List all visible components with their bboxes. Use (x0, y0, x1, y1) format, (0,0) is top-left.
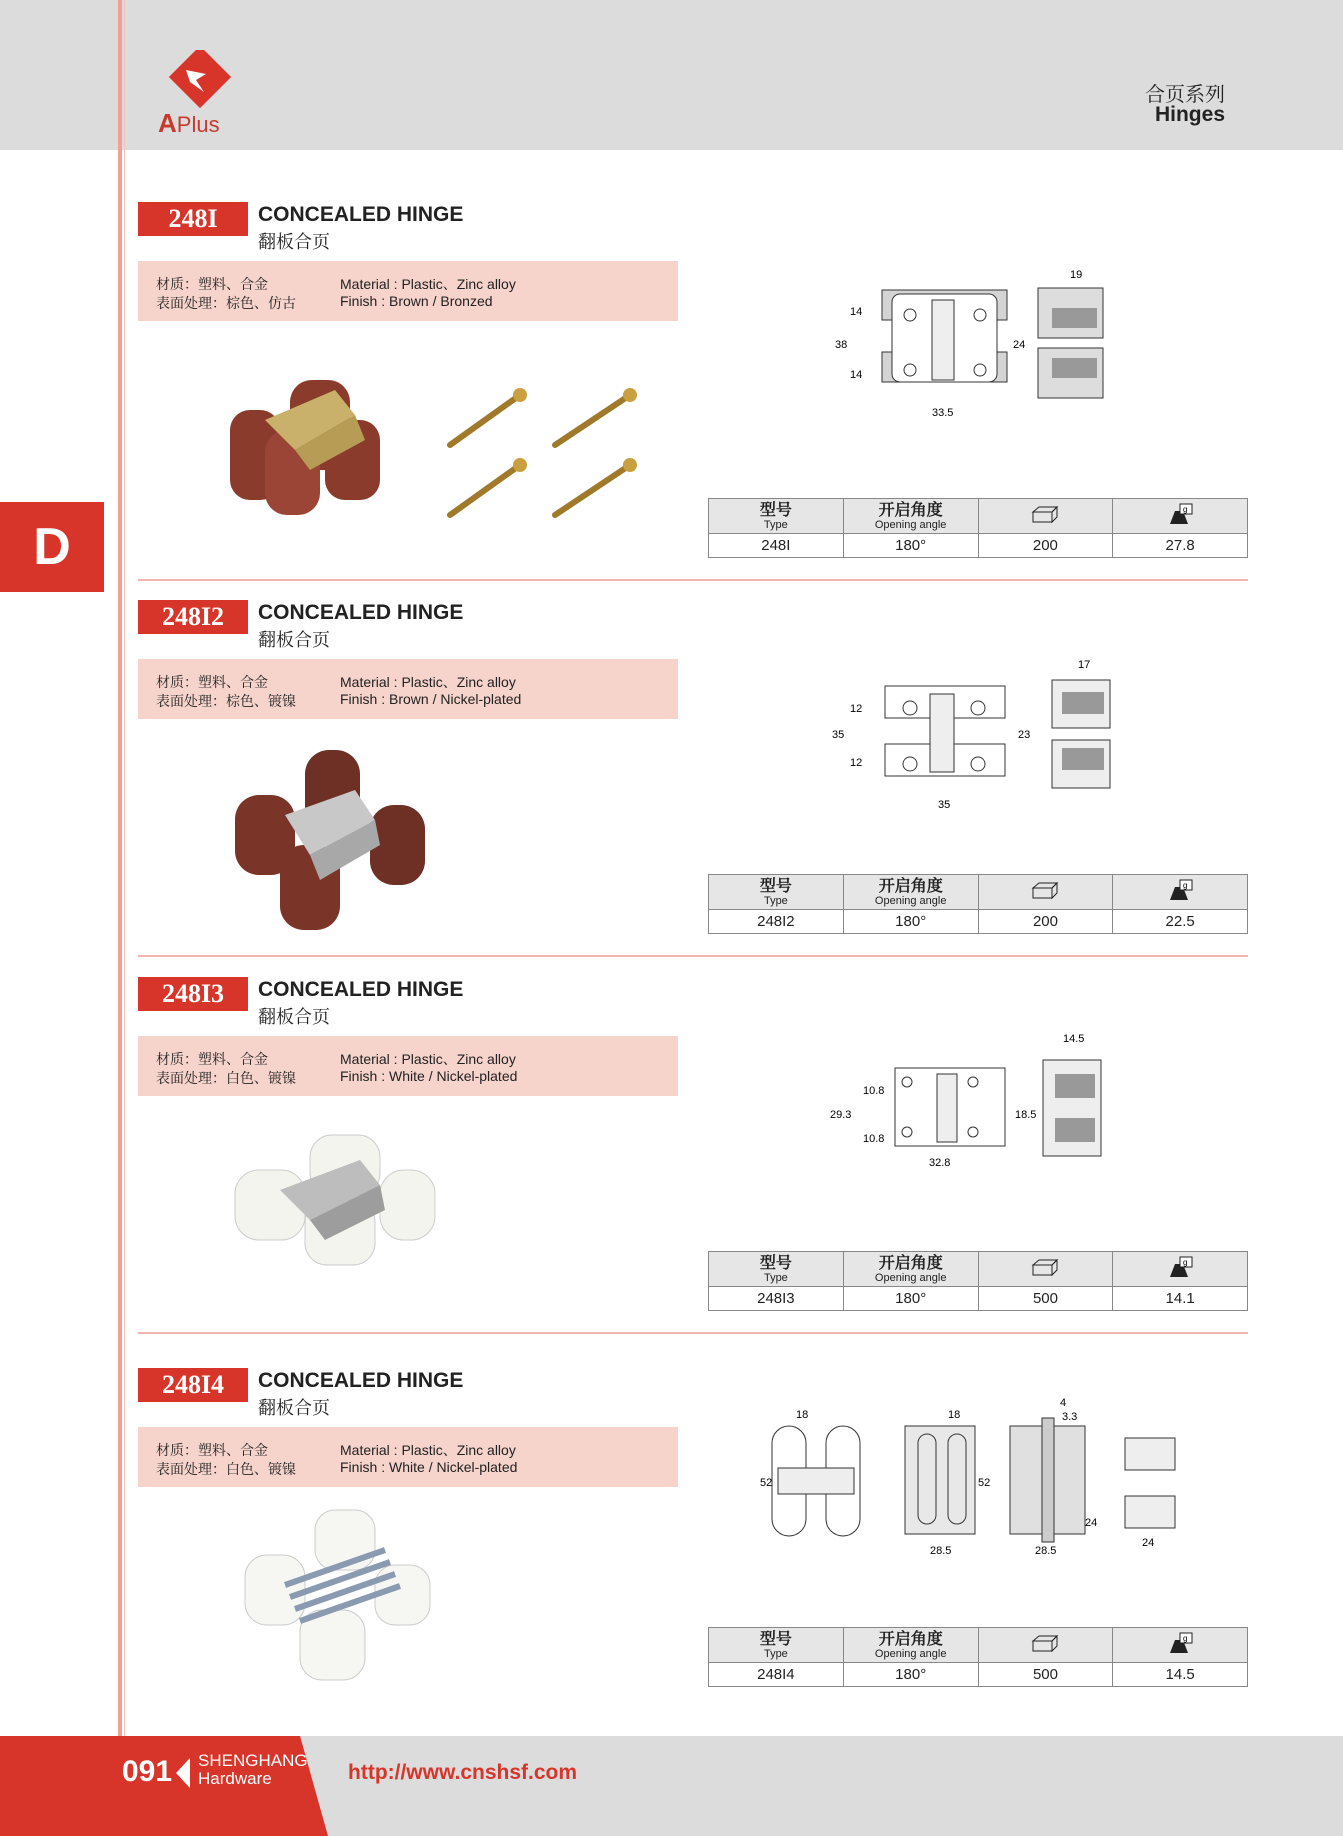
cell-box: 500 (978, 1663, 1113, 1687)
box-icon (1030, 1257, 1060, 1277)
dim-label: 3.3 (1062, 1411, 1078, 1423)
dim-label: 10.8 (863, 1133, 885, 1145)
website-link[interactable]: http://www.cnshsf.com (348, 1761, 578, 1784)
material-en: Material : Plastic、Zinc alloy (340, 1051, 516, 1067)
product-code: 248I2 (138, 600, 248, 634)
col-angle-en: Opening angle (874, 518, 947, 531)
finish-en: Finish : Brown / Nickel-plated (340, 691, 522, 707)
dim-label: 38 (835, 339, 848, 351)
cell-type: 248I2 (709, 910, 844, 934)
product-photo (215, 370, 395, 530)
material-en: Material : Plastic、Zinc alloy (340, 674, 516, 690)
product-title: CONCEALED HINGE (258, 601, 464, 624)
dim-label: 17 (1078, 659, 1091, 671)
spec-box (138, 659, 678, 719)
section-divider (138, 955, 1248, 957)
spec-table (708, 498, 1248, 558)
product-subtitle: 翻板合页 (258, 630, 330, 650)
product-code: 248I (138, 202, 248, 236)
page-title-en: Hinges (1154, 103, 1225, 126)
product-title: CONCEALED HINGE (258, 203, 464, 226)
finish-cn: 表面处理：白色、镀镍 (156, 1070, 296, 1086)
product-title: CONCEALED HINGE (258, 978, 464, 1001)
dim-label: 18 (796, 1409, 809, 1421)
dim-label: 18 (948, 1409, 961, 1421)
left-margin-line (118, 0, 122, 1836)
finish-cn: 表面处理：棕色、镀镍 (156, 693, 296, 709)
dim-label: 12 (850, 757, 863, 769)
col-angle-cn: 开启角度 (878, 877, 943, 895)
spec-table (708, 874, 1248, 934)
finish-en: Finish : Brown / Bronzed (340, 293, 493, 309)
cell-box: 200 (978, 910, 1113, 934)
product-title: CONCEALED HINGE (258, 1369, 464, 1392)
svg-text:g: g (1183, 1634, 1188, 1643)
material-en: Material : Plastic、Zinc alloy (340, 276, 516, 292)
dim-label: 35 (832, 729, 845, 741)
spec-box (138, 1036, 678, 1096)
section-divider (138, 579, 1248, 581)
cell-type: 248I (709, 534, 844, 558)
box-icon (1030, 880, 1060, 900)
weight-icon (1165, 878, 1195, 902)
product-subtitle: 翻板合页 (258, 1007, 330, 1027)
cell-weight: 27.8 (1113, 534, 1248, 558)
chevron-left-icon (176, 1758, 192, 1788)
finish-cn: 表面处理：白色、镀镍 (156, 1461, 296, 1477)
product-photo (225, 745, 435, 935)
dim-label: 35 (938, 799, 951, 811)
dim-label: 18.5 (1015, 1109, 1037, 1121)
weight-icon (1165, 1631, 1195, 1655)
spec-table (708, 1627, 1248, 1687)
finish-en: Finish : White / Nickel-plated (340, 1459, 518, 1475)
col-angle-en: Opening angle (874, 1647, 947, 1660)
dim-label: 23 (1018, 729, 1031, 741)
col-type-en: Type (763, 1271, 788, 1284)
material-cn: 材质：塑料、合金 (156, 1442, 268, 1458)
col-angle-cn: 开启角度 (878, 1254, 943, 1272)
section-divider (138, 1332, 1248, 1334)
svg-text:g: g (1183, 881, 1188, 890)
cell-angle: 180° (843, 1287, 978, 1311)
product-photo (230, 1130, 440, 1270)
brand-name: SHENGHANG (198, 1751, 308, 1770)
technical-drawing (825, 1030, 1115, 1180)
svg-text:g: g (1183, 505, 1188, 514)
dim-label: 32.8 (929, 1157, 951, 1169)
col-angle-cn: 开启角度 (878, 1630, 943, 1648)
col-type-cn: 型号 (759, 1254, 792, 1272)
col-type-cn: 型号 (759, 877, 792, 895)
spec-table (708, 1251, 1248, 1311)
cell-weight: 22.5 (1113, 910, 1248, 934)
finish-en: Finish : White / Nickel-plated (340, 1068, 518, 1084)
section-tab: D (0, 502, 104, 592)
left-margin-line-thin (124, 0, 125, 1836)
dim-label: 28.5 (930, 1545, 952, 1557)
page-number: 091 (122, 1755, 173, 1788)
col-type-en: Type (763, 1647, 788, 1660)
dim-label: 19 (1070, 270, 1083, 281)
product-code: 248I3 (138, 977, 248, 1011)
col-angle-cn: 开启角度 (878, 501, 943, 519)
cell-angle: 180° (843, 910, 978, 934)
material-cn: 材质：塑料、合金 (156, 276, 268, 292)
cell-angle: 180° (843, 534, 978, 558)
dim-label: 24 (1085, 1517, 1098, 1529)
screws-photo (440, 385, 650, 525)
material-cn: 材质：塑料、合金 (156, 1051, 268, 1067)
spec-box (138, 1427, 678, 1487)
brand-subname: Hardware (198, 1769, 272, 1788)
product-subtitle: 翻板合页 (258, 1398, 330, 1418)
technical-drawing (830, 656, 1120, 816)
product-subtitle: 翻板合页 (258, 232, 330, 252)
spec-box (138, 261, 678, 321)
dim-label: 14.5 (1063, 1033, 1085, 1045)
dim-label: 29.3 (830, 1109, 852, 1121)
dim-label: 4 (1060, 1398, 1067, 1409)
cell-box: 200 (978, 534, 1113, 558)
dim-label: 52 (760, 1477, 773, 1489)
dim-label: 52 (978, 1477, 991, 1489)
product-photo (240, 1505, 440, 1685)
dim-label: 33.5 (932, 407, 954, 419)
svg-text:g: g (1183, 1258, 1188, 1267)
col-type-cn: 型号 (759, 501, 792, 519)
dim-label: 24 (1142, 1537, 1155, 1549)
col-angle-en: Opening angle (874, 1271, 947, 1284)
dim-label: 14 (850, 306, 863, 318)
page-title-cn: 合页系列 (1145, 84, 1225, 106)
cell-type: 248I4 (709, 1663, 844, 1687)
material-en: Material : Plastic、Zinc alloy (340, 1442, 516, 1458)
weight-icon (1165, 1255, 1195, 1279)
col-type-en: Type (763, 518, 788, 531)
dim-label: 24 (1013, 339, 1026, 351)
cell-weight: 14.1 (1113, 1287, 1248, 1311)
technical-drawing (760, 1398, 1190, 1563)
cell-weight: 14.5 (1113, 1663, 1248, 1687)
weight-icon (1165, 502, 1195, 526)
cell-angle: 180° (843, 1663, 978, 1687)
material-cn: 材质：塑料、合金 (156, 674, 268, 690)
finish-cn: 表面处理：棕色、仿古 (156, 295, 296, 311)
dim-label: 14 (850, 369, 863, 381)
dim-label: 10.8 (863, 1085, 885, 1097)
col-type-en: Type (763, 894, 788, 907)
technical-drawing (830, 270, 1120, 420)
box-icon (1030, 504, 1060, 524)
cell-type: 248I3 (709, 1287, 844, 1311)
product-code: 248I4 (138, 1368, 248, 1402)
box-icon (1030, 1633, 1060, 1653)
col-type-cn: 型号 (759, 1630, 792, 1648)
dim-label: 28.5 (1035, 1545, 1057, 1557)
col-angle-en: Opening angle (874, 894, 947, 907)
cell-box: 500 (978, 1287, 1113, 1311)
logo-text: APlus (158, 108, 220, 138)
dim-label: 12 (850, 703, 863, 715)
